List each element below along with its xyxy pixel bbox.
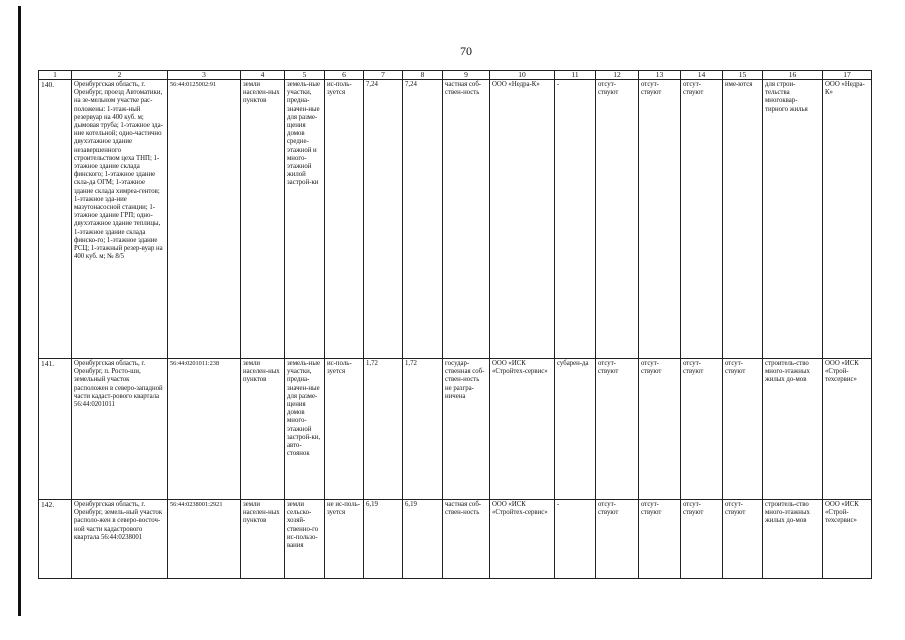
status-cell: отсут-ствуют <box>723 359 763 500</box>
status-cell: отсут-ствуют <box>596 359 639 500</box>
column-header: 9 <box>443 71 490 80</box>
status-cell: отсут-ствуют <box>596 80 639 359</box>
area-cell: 7,24 <box>364 80 403 359</box>
usage-status-cell: не ис-поль-зуется <box>325 500 364 579</box>
land-plots-table <box>38 70 872 579</box>
status-cell: име-ются <box>723 80 763 359</box>
investor-cell: ООО «ИСК «Строй-техсервис» <box>823 500 872 579</box>
row-number: 141. <box>39 359 72 500</box>
status-cell: отсут-ствуют <box>639 500 681 579</box>
column-header: 12 <box>596 71 639 80</box>
status-cell: отсут-ствуют <box>681 359 723 500</box>
page-binding-edge <box>18 6 21 616</box>
status-cell: отсут-ствуют <box>723 500 763 579</box>
investor-cell: ООО «ИСК «Строй-техсервис» <box>823 359 872 500</box>
table-row <box>39 359 872 500</box>
purpose-cell: строитель-ство много-этажных жилых до-мов <box>763 359 823 500</box>
status-cell: отсут-ствуют <box>596 500 639 579</box>
row-number: 142. <box>39 500 72 579</box>
area-cell: 1,72 <box>364 359 403 500</box>
area-cell: 1,72 <box>403 359 443 500</box>
column-header: 13 <box>639 71 681 80</box>
permitted-use-cell: земли сельско-хозяй-ственно-го ис-пользо-вания <box>285 500 325 579</box>
status-cell: отсут-ствуют <box>639 359 681 500</box>
column-header: 11 <box>555 71 596 80</box>
purpose-cell: строитель-ство много-этажных жилых до-мов <box>763 500 823 579</box>
column-header: 4 <box>241 71 285 80</box>
row-number: 140. <box>39 80 72 359</box>
column-header: 1 <box>39 71 72 80</box>
status-cell: отсут-ствуют <box>681 80 723 359</box>
column-header: 3 <box>168 71 241 80</box>
address-cell: Оренбургская область, г. Оренбург, п. Росто-ши, земельный участок расположен в северо-западной части кадаст-рового квартала 56:44:0201011 <box>72 359 168 500</box>
column-header: 7 <box>364 71 403 80</box>
cadastral-number-cell: 56:44:0201011:238 <box>168 359 241 500</box>
land-category-cell: земли населен-ных пунктов <box>241 80 285 359</box>
table-row <box>39 500 872 579</box>
area-cell: 6,19 <box>403 500 443 579</box>
permitted-use-cell: земель-ные участки, предна-значен-ные для разме-щения домов много-этажной застрой-ки, авто-стоянок <box>285 359 325 500</box>
table-row <box>39 80 872 359</box>
column-header: 15 <box>723 71 763 80</box>
column-header: 6 <box>325 71 364 80</box>
status-cell: отсут-ствуют <box>681 500 723 579</box>
rights-cell: субарен-да <box>555 359 596 500</box>
column-header: 14 <box>681 71 723 80</box>
table-header-row <box>39 71 872 80</box>
owner-cell: ООО «ИСК «Стройтех-сервис» <box>490 500 555 579</box>
investor-cell: ООО «Недра-К» <box>823 80 872 359</box>
cadastral-number-cell: 56:44:0238001:2921 <box>168 500 241 579</box>
column-header: 8 <box>403 71 443 80</box>
status-cell: отсут-ствуют <box>639 80 681 359</box>
page-number: 70 <box>460 44 472 58</box>
permitted-use-cell: земель-ные участки, предна-значен-ные для разме-щения домов средне-этажной и много-этажной жилой застрой-ки <box>285 80 325 359</box>
purpose-cell: для строи-тельства многоквар-тирного жилья <box>763 80 823 359</box>
owner-cell: ООО «Недра-К» <box>490 80 555 359</box>
area-cell: 7,24 <box>403 80 443 359</box>
land-category-cell: земли населен-ных пунктов <box>241 359 285 500</box>
column-header: 10 <box>490 71 555 80</box>
column-header: 17 <box>823 71 872 80</box>
ownership-cell: частная соб-ствен-ность <box>443 500 490 579</box>
ownership-cell: частная соб-ствен-ность <box>443 80 490 359</box>
land-category-cell: земли населен-ных пунктов <box>241 500 285 579</box>
rights-cell: - <box>555 500 596 579</box>
usage-status-cell: ис-поль-зуется <box>325 359 364 500</box>
owner-cell: ООО «ИСК «Стройтех-сервис» <box>490 359 555 500</box>
area-cell: 6,19 <box>364 500 403 579</box>
cadastral-number-cell: 56:44:0125002:91 <box>168 80 241 359</box>
address-cell: Оренбургская область, г. Оренбург, земель-ный участок располо-жен в северо-восточ-ной части кадастрового квартала 56:44:0238001 <box>72 500 168 579</box>
rights-cell: - <box>555 80 596 359</box>
column-header: 16 <box>763 71 823 80</box>
column-header: 2 <box>72 71 168 80</box>
ownership-cell: государ-ственная соб-ствен-ность не разгра-ничена <box>443 359 490 500</box>
address-cell: Оренбургская область, г. Оренбург, проезд Автоматики, на зе-мельном участке рас-положены: 1-этаж-ный резервуар на 400 куб. м; дымовая труба; 1-этажное зда-ние котельной; одно-частично двухэтажное здание незавершенного строительством цеха ТНП; 1-этажное здание склада финского; 1-этажное здание скла-да ОГМ; 1-этажное здание склада химреа-гентов; 1-этажное зда-ние мазутонасосной станции; 1-этажное здание ГРП; одно-двухэтажное здание теплицы, 1-этажное здание склада финско-го; 1-этажное здание РСЦ; 1-этажный резер-вуар на 400 куб. м; № 8/5 <box>72 80 168 359</box>
column-header: 5 <box>285 71 325 80</box>
usage-status-cell: ис-поль-зуется <box>325 80 364 359</box>
